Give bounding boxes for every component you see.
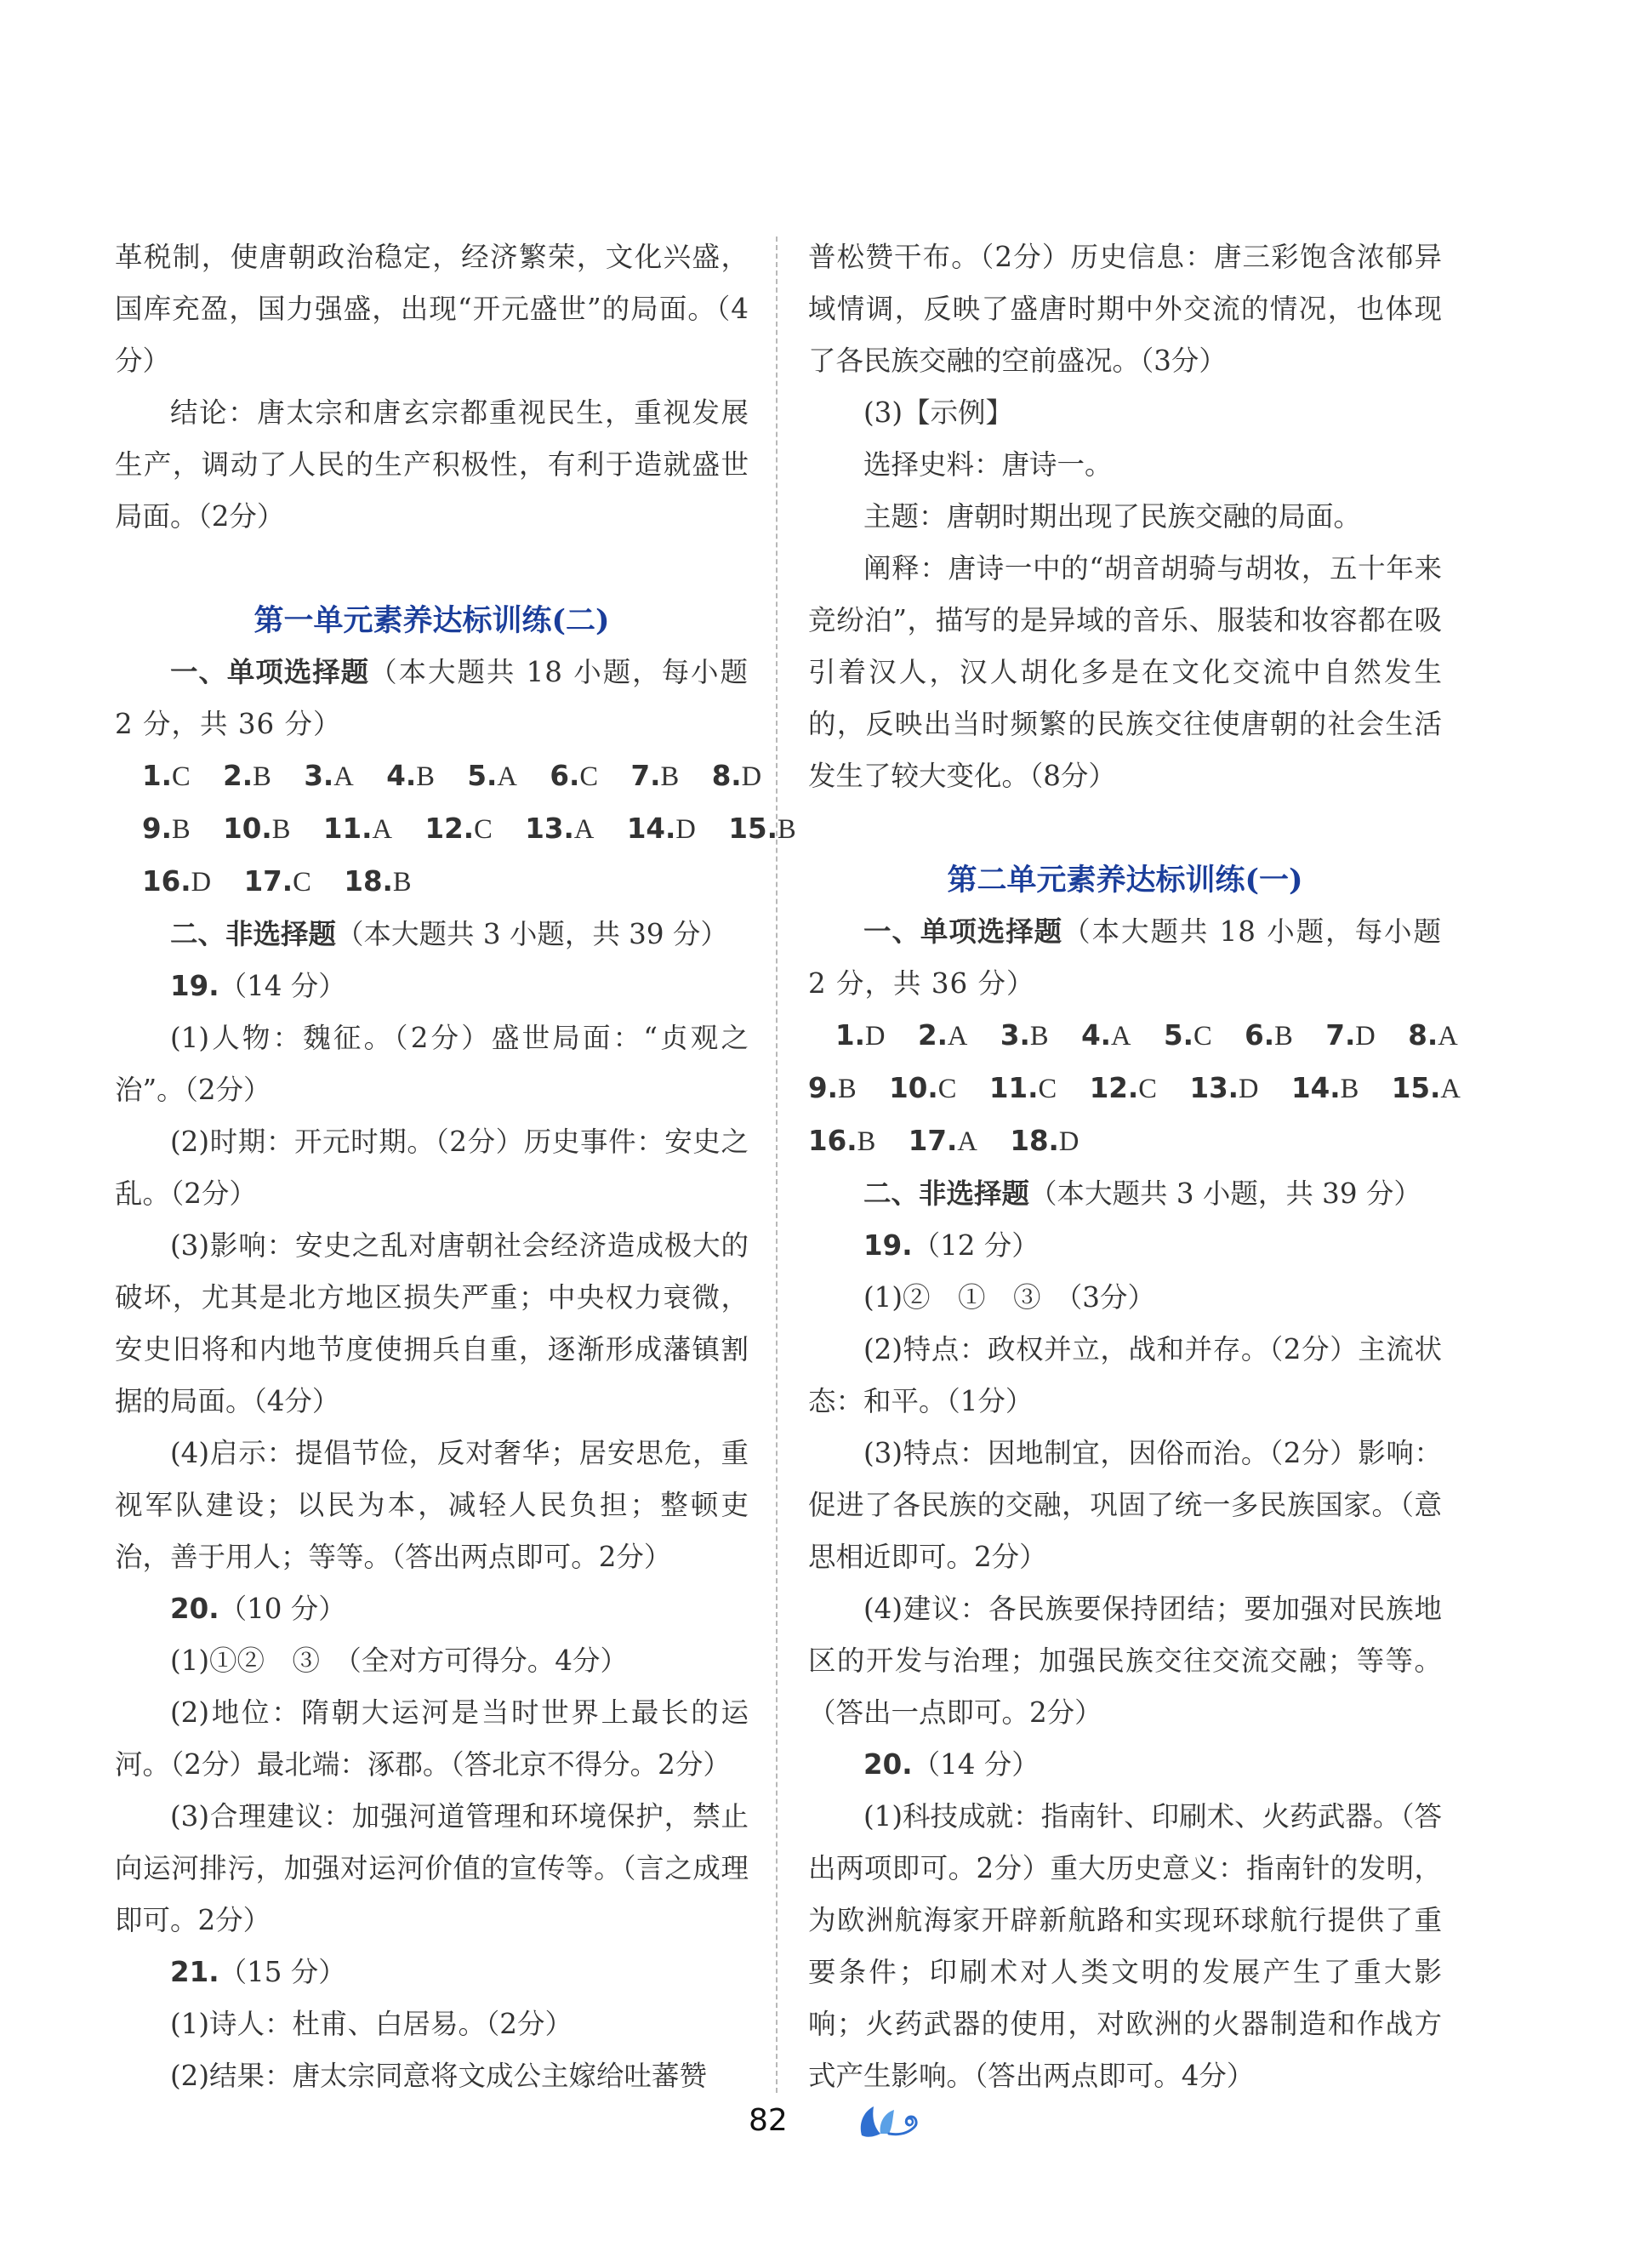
- answer-letter: C: [171, 761, 191, 792]
- answer-number: 17.: [908, 1125, 958, 1157]
- answer-item: [1408, 1010, 1457, 1063]
- right-q19-header: [808, 1220, 1442, 1272]
- right-sec1-title: 一、单项选择题: [863, 915, 1063, 948]
- left-sec1-title: 一、单项选择题: [170, 656, 370, 688]
- answer-item: [142, 750, 191, 803]
- left-sec1-note: （本大题共 18 小题，每小题 2 分，共 36 分）: [115, 656, 749, 740]
- left-q20-2: (2)地位：隋朝大运河是当时世界上最长的运河。（2分）最北端：涿郡。（答北京不得分。2分）: [115, 1696, 749, 1781]
- right-sec2-title: 二、非选择题: [863, 1177, 1030, 1210]
- answer-letter: C: [1138, 1074, 1157, 1104]
- right-answers-row1: [808, 1010, 1458, 1063]
- answer-item: [1189, 1063, 1258, 1115]
- answer-number: 7.: [630, 760, 661, 792]
- left-q21-header: [115, 1947, 749, 1998]
- answer-item: [244, 856, 311, 909]
- answer-number: 4.: [1081, 1019, 1112, 1052]
- answer-letter: C: [579, 761, 599, 792]
- answer-item: [1010, 1115, 1079, 1168]
- answer-letter: B: [171, 814, 191, 845]
- answer-letter: A: [1438, 1021, 1458, 1052]
- answer-number: 1.: [835, 1019, 865, 1052]
- answer-item: [550, 750, 598, 803]
- answer-number: 15.: [728, 812, 778, 845]
- left-q19-header: [115, 960, 749, 1012]
- answer-number: 17.: [243, 865, 293, 898]
- right-answers-row3: [808, 1115, 1442, 1168]
- answer-letter: C: [937, 1074, 957, 1104]
- right-q19-1: (1)② ① ③ （3分）: [863, 1281, 1155, 1314]
- answer-item: [989, 1063, 1057, 1115]
- right-q19-3: (3)特点：因地制宜，因俗而治。（2分）影响：促进了各民族的交融，巩固了统一多民族国家。（意思相近即可。2分）: [808, 1437, 1442, 1573]
- answer-letter: A: [573, 814, 595, 845]
- right-sec2-note: （本大题共 3 小题，共 39 分）: [1029, 1177, 1421, 1210]
- answer-number: 5.: [1164, 1019, 1193, 1052]
- answer-letter: D: [864, 1021, 886, 1052]
- answer-number: 14.: [1291, 1072, 1341, 1104]
- unit2-heading: 第二单元素养达标训练(一): [947, 863, 1303, 898]
- left-q19-num: 19.: [170, 970, 219, 1002]
- right-theme: 主题：唐朝时期出现了民族交融的局面。: [863, 500, 1362, 533]
- left-q19-2: (2)时期：开元时期。（2分）历史事件：安史之乱。（2分）: [115, 1126, 749, 1210]
- right-q19-num: 19.: [863, 1229, 913, 1262]
- answer-item: [223, 750, 271, 803]
- answer-letter: B: [777, 814, 796, 845]
- answer-item: [808, 1115, 875, 1168]
- left-q20-1: (1)①② ③ （全对方可得分。4分）: [170, 1645, 628, 1677]
- right-answers-row2: [808, 1063, 1461, 1115]
- answer-letter: D: [741, 761, 762, 792]
- left-q19-1: (1)人物：魏征。（2分）盛世局面：“贞观之治”。（2分）: [115, 1022, 749, 1106]
- answer-letter: B: [857, 1126, 876, 1157]
- answer-letter: B: [392, 867, 412, 898]
- answer-item: [142, 803, 191, 856]
- left-q20-num: 20.: [170, 1593, 219, 1625]
- column-divider: [776, 237, 778, 2093]
- right-cont-para1: 普松赞干布。（2分）历史信息：唐三彩饱含浓郁异域情调，反映了盛唐时期中外交流的情况，也体现了各民族交融的空前盛况。（3分）: [808, 241, 1442, 377]
- answer-item: [627, 803, 696, 856]
- right-choose: 选择史料：唐诗一。: [863, 448, 1113, 481]
- answer-item: [223, 803, 290, 856]
- answer-number: 16.: [808, 1125, 857, 1157]
- answer-number: 6.: [1245, 1019, 1275, 1052]
- answer-number: 15.: [1391, 1072, 1441, 1104]
- answer-item: [424, 803, 492, 856]
- right-q20-header: [808, 1739, 1442, 1791]
- left-sec1-line: [115, 647, 749, 750]
- right-explain: 阐释：唐诗一中的“胡音胡骑与胡妆，五十年来竞纷泊”，描写的是异域的音乐、服装和妆容都在吸引着汉人，汉人胡化多是在文化交流中自然发生的，反映出当时频繁的民族交往使唐朝的社会生活发生了较大变化。（8分）: [808, 552, 1442, 792]
- answer-item: [1291, 1063, 1359, 1115]
- answer-letter: B: [1274, 1021, 1293, 1052]
- left-cont-para1: 革税制，使唐朝政治稳定，经济繁荣，文化兴盛，国库充盈，国力强盛，出现“开元盛世”的局面。（4分）: [115, 241, 749, 377]
- right-q20-num: 20.: [863, 1748, 913, 1781]
- answer-letter: B: [253, 761, 271, 792]
- answer-number: 2.: [223, 760, 253, 792]
- answer-item: [1090, 1063, 1157, 1115]
- answer-item: [142, 856, 211, 909]
- right-q20-pts: （14 分）: [912, 1748, 1040, 1781]
- right-example-label: (3)【示例】: [863, 396, 1014, 429]
- right-sec1-line: [808, 906, 1442, 1010]
- answer-item: [1000, 1010, 1049, 1063]
- answer-number: 3.: [1000, 1019, 1030, 1052]
- answer-number: 9.: [808, 1072, 838, 1104]
- answer-number: 2.: [917, 1019, 948, 1052]
- answer-number: 7.: [1325, 1019, 1356, 1052]
- answer-number: 13.: [525, 812, 574, 845]
- answer-letter: D: [1355, 1021, 1376, 1052]
- answer-letter: A: [1111, 1021, 1131, 1052]
- answer-number: 5.: [467, 760, 498, 792]
- left-column: [115, 231, 796, 2102]
- answer-item: [1325, 1010, 1375, 1063]
- answer-letter: A: [947, 1021, 968, 1052]
- right-sec1-note: （本大题共 18 小题，每小题 2 分，共 36 分）: [808, 915, 1442, 1000]
- left-sec2-line: [115, 909, 749, 960]
- answer-item: [467, 750, 516, 803]
- right-column: [808, 231, 1461, 2102]
- left-q21-pts: （15 分）: [219, 1956, 346, 1988]
- answer-letter: A: [372, 814, 392, 845]
- left-q20-3: (3)合理建议：加强河道管理和环境保护，禁止向运河排污，加强对运河价值的宣传等。（言之成理即可。2分）: [115, 1800, 749, 1936]
- answer-item: [631, 750, 680, 803]
- answer-number: 1.: [142, 760, 172, 792]
- answer-number: 18.: [1010, 1125, 1059, 1157]
- answer-number: 11.: [322, 812, 373, 845]
- left-q20-header: [115, 1583, 749, 1635]
- answer-letter: C: [293, 867, 311, 898]
- answer-item: [909, 1115, 977, 1168]
- right-q19-pts: （12 分）: [912, 1229, 1040, 1262]
- right-sec2-line: [808, 1168, 1442, 1220]
- left-q19-pts: （14 分）: [219, 970, 346, 1002]
- answer-letter: D: [675, 814, 696, 845]
- answer-number: 3.: [304, 760, 334, 792]
- answer-number: 10.: [223, 812, 272, 845]
- left-answers-row3: [115, 856, 749, 909]
- answer-letter: B: [660, 761, 680, 792]
- answer-letter: C: [474, 814, 493, 845]
- answer-number: 8.: [1408, 1019, 1438, 1052]
- answer-number: 13.: [1189, 1072, 1239, 1104]
- left-sec2-note: （本大题共 3 小题，共 39 分）: [336, 918, 728, 950]
- answer-number: 8.: [711, 760, 742, 792]
- answer-number: 9.: [142, 812, 172, 845]
- answer-number: 10.: [889, 1072, 938, 1104]
- answer-item: [835, 1010, 885, 1063]
- answer-letter: A: [957, 1126, 977, 1157]
- answer-item: [808, 1063, 857, 1115]
- answer-item: [525, 803, 594, 856]
- answer-item: [1164, 1010, 1212, 1063]
- answer-item: [304, 750, 353, 803]
- answer-item: [889, 1063, 956, 1115]
- answer-number: 11.: [988, 1072, 1039, 1104]
- left-q21-1: (1)诗人：杜甫、白居易。（2分）: [170, 2008, 573, 2040]
- answer-item: [386, 750, 435, 803]
- answer-number: 18.: [344, 865, 393, 898]
- answer-number: 14.: [626, 812, 676, 845]
- answer-number: 16.: [142, 865, 191, 898]
- right-q19-4: (4)建议：各民族要保持团结；要加强对民族地区的开发与治理；加强民族交往交流交融；等等。（答出一点即可。2分）: [808, 1593, 1442, 1729]
- answer-item: [1392, 1063, 1461, 1115]
- answer-item: [712, 750, 761, 803]
- left-q21-num: 21.: [170, 1956, 219, 1988]
- left-q19-4: (4)启示：提倡节俭，反对奢华；居安思危，重视军队建设；以民为本，减轻人民负担；整顿吏治，善于用人；等等。（答出两点即可。2分）: [115, 1437, 749, 1573]
- page-footer: [0, 2095, 1652, 2188]
- answer-letter: D: [191, 867, 212, 898]
- left-sec2-title: 二、非选择题: [170, 918, 337, 950]
- right-q20-1: (1)科技成就：指南针、印刷术、火药武器。（答出两项即可。2分）重大历史意义：指南针的发明，为欧洲航海家开辟新航路和实现环球航行提供了重要条件；印刷术对人类文明的发展产生了重大影响；火药武器的使用，对欧洲的火器制造和作战方式产生影响。（答出两点即可。4分）: [808, 1800, 1442, 2092]
- answer-letter: C: [1193, 1021, 1212, 1052]
- page-number: 82: [749, 2103, 788, 2138]
- answer-letter: B: [837, 1074, 857, 1104]
- answer-letter: B: [416, 761, 435, 792]
- answer-item: [344, 856, 411, 909]
- answer-item: [1081, 1010, 1131, 1063]
- answer-number: 12.: [424, 812, 475, 845]
- left-answers-row1: [115, 750, 762, 803]
- answer-letter: A: [497, 761, 517, 792]
- answer-letter: B: [1029, 1021, 1049, 1052]
- answer-item: [1245, 1010, 1293, 1063]
- answer-letter: B: [1340, 1074, 1359, 1104]
- answer-item: [728, 803, 795, 856]
- answer-letter: C: [1038, 1074, 1057, 1104]
- left-q21-2: (2)结果：唐太宗同意将文成公主嫁给吐蕃赞: [170, 2060, 708, 2092]
- answer-letter: D: [1058, 1126, 1079, 1157]
- answer-number: 12.: [1089, 1072, 1139, 1104]
- left-q20-pts: （10 分）: [219, 1593, 346, 1625]
- answer-letter: A: [333, 761, 354, 792]
- left-q19-3: (3)影响：安史之乱对唐朝社会经济造成极大的破坏，尤其是北方地区损失严重；中央权力衰微，安史旧将和内地节度使拥兵自重，逐渐形成藩镇割据的局面。（4分）: [115, 1229, 749, 1417]
- answer-letter: D: [1239, 1074, 1259, 1104]
- answer-number: 6.: [550, 760, 580, 792]
- answer-item: [323, 803, 392, 856]
- left-answers-row2: [115, 803, 796, 856]
- leaf-swirl-icon: [855, 2101, 923, 2140]
- answer-letter: B: [271, 814, 291, 845]
- answer-item: [918, 1010, 967, 1063]
- unit1-heading: 第一单元素养达标训练(二): [253, 603, 610, 638]
- right-q19-2: (2)特点：政权并立，战和并存。（2分）主流状态：和平。（1分）: [808, 1333, 1442, 1417]
- left-cont-para2: 结论：唐太宗和唐玄宗都重视民生，重视发展生产，调动了人民的生产积极性，有利于造就盛世局面。（2分）: [115, 396, 749, 533]
- answer-number: 4.: [386, 760, 417, 792]
- answer-letter: A: [1440, 1074, 1461, 1104]
